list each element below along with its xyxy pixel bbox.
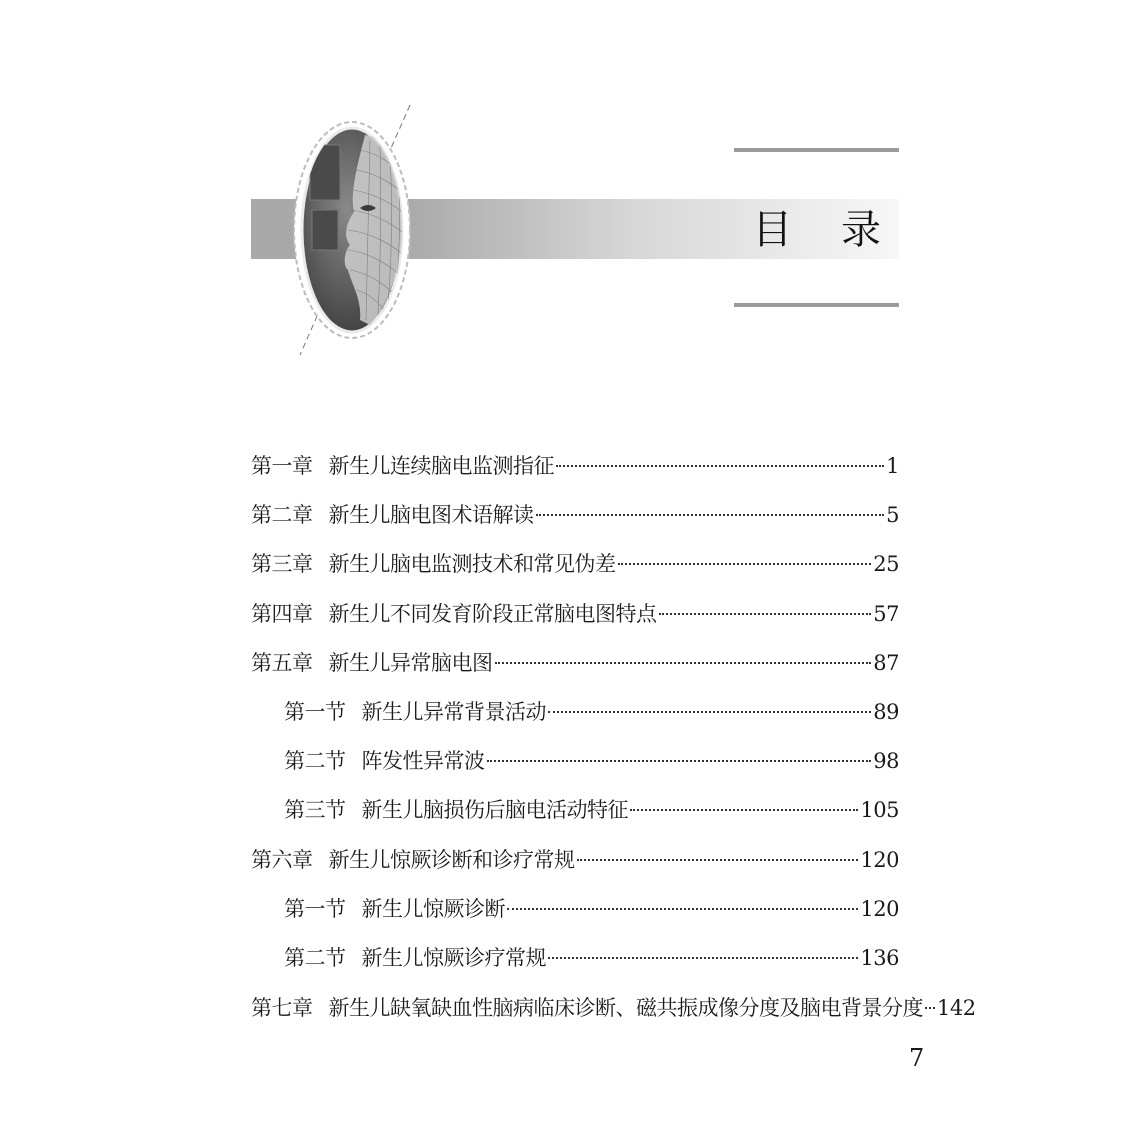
toc-entry-page: 5	[886, 503, 899, 527]
toc-dot-leader	[630, 809, 858, 811]
toc-section-entry[interactable]	[284, 792, 899, 828]
toc-entry-page: 57	[873, 602, 899, 626]
toc-entry-title: 新生儿不同发育阶段正常脑电图特点	[328, 602, 657, 626]
toc-chapter-entry[interactable]	[251, 497, 899, 533]
toc-entry-title: 新生儿脑损伤后脑电活动特征	[361, 798, 628, 822]
toc-entry-page: 105	[860, 798, 899, 822]
toc-entry-label: 第二节	[284, 749, 346, 773]
toc-entry-label: 第二节	[284, 946, 346, 970]
toc-chapter-entry[interactable]	[251, 645, 899, 681]
toc-chapter-entry[interactable]	[251, 448, 899, 484]
toc-entry-page: 87	[873, 651, 899, 675]
toc-entry-label: 第六章	[251, 848, 313, 872]
toc-entry-label: 第一节	[284, 700, 346, 724]
toc-section-entry[interactable]	[284, 891, 899, 927]
toc-entry-label: 第七章	[251, 996, 313, 1020]
title-bottom-rule	[734, 303, 899, 307]
toc-entry-title: 新生儿惊厥诊疗常规	[361, 946, 546, 970]
toc-dot-leader	[556, 465, 884, 467]
toc-entry-title: 新生儿脑电图术语解读	[328, 503, 534, 527]
toc-chapter-entry[interactable]	[251, 842, 899, 878]
toc-entry-page: 136	[860, 946, 899, 970]
toc-dot-leader	[487, 760, 872, 762]
toc-dot-leader	[536, 514, 885, 516]
toc-dot-leader	[548, 711, 871, 713]
toc-dot-leader	[659, 613, 872, 615]
toc-entry-title: 新生儿异常背景活动	[361, 700, 546, 724]
toc-entry-title: 新生儿缺氧缺血性脑病临床诊断、磁共振成像分度及脑电背景分度	[328, 996, 923, 1020]
toc-entry-page: 98	[873, 749, 899, 773]
toc-entry-title: 新生儿惊厥诊断	[361, 897, 505, 921]
toc-entry-label: 第五章	[251, 651, 313, 675]
toc-dot-leader	[548, 957, 858, 959]
toc-entry-label: 第三章	[251, 552, 313, 576]
toc-dot-leader	[495, 662, 872, 664]
toc-entry-title: 新生儿异常脑电图	[328, 651, 493, 675]
title-top-rule	[734, 148, 899, 152]
toc-dot-leader	[618, 563, 872, 565]
toc-entry-title: 新生儿脑电监测技术和常见伪差	[328, 552, 616, 576]
toc-entry-title: 阵发性异常波	[361, 749, 485, 773]
toc-chapter-entry[interactable]	[251, 596, 899, 632]
toc-section-entry[interactable]	[284, 743, 899, 779]
wireframe-face-image	[290, 100, 430, 360]
toc-entry-page: 142	[937, 996, 976, 1020]
toc-chapter-entry[interactable]	[251, 990, 976, 1026]
toc-chapter-entry[interactable]	[251, 546, 899, 582]
toc-entry-label: 第三节	[284, 798, 346, 822]
toc-section-entry[interactable]	[284, 694, 899, 730]
toc-entry-page: 89	[873, 700, 899, 724]
header-decoration	[0, 0, 1139, 420]
toc-entry-label: 第一节	[284, 897, 346, 921]
page-number: 7	[909, 1044, 925, 1072]
page-title: 目 录	[752, 207, 899, 253]
toc-section-entry[interactable]	[284, 940, 899, 976]
toc-entry-title: 新生儿惊厥诊断和诊疗常规	[328, 848, 575, 872]
toc-entry-page: 120	[860, 897, 899, 921]
toc-entry-page: 120	[860, 848, 899, 872]
toc-entry-page: 1	[886, 454, 899, 478]
toc-dot-leader	[925, 1007, 935, 1009]
toc-entry-page: 25	[873, 552, 899, 576]
toc-dot-leader	[577, 859, 859, 861]
toc-entry-label: 第二章	[251, 503, 313, 527]
toc-dot-leader	[507, 908, 858, 910]
toc-entry-title: 新生儿连续脑电监测指征	[328, 454, 554, 478]
toc-entry-label: 第四章	[251, 602, 313, 626]
toc-entry-label: 第一章	[251, 454, 313, 478]
